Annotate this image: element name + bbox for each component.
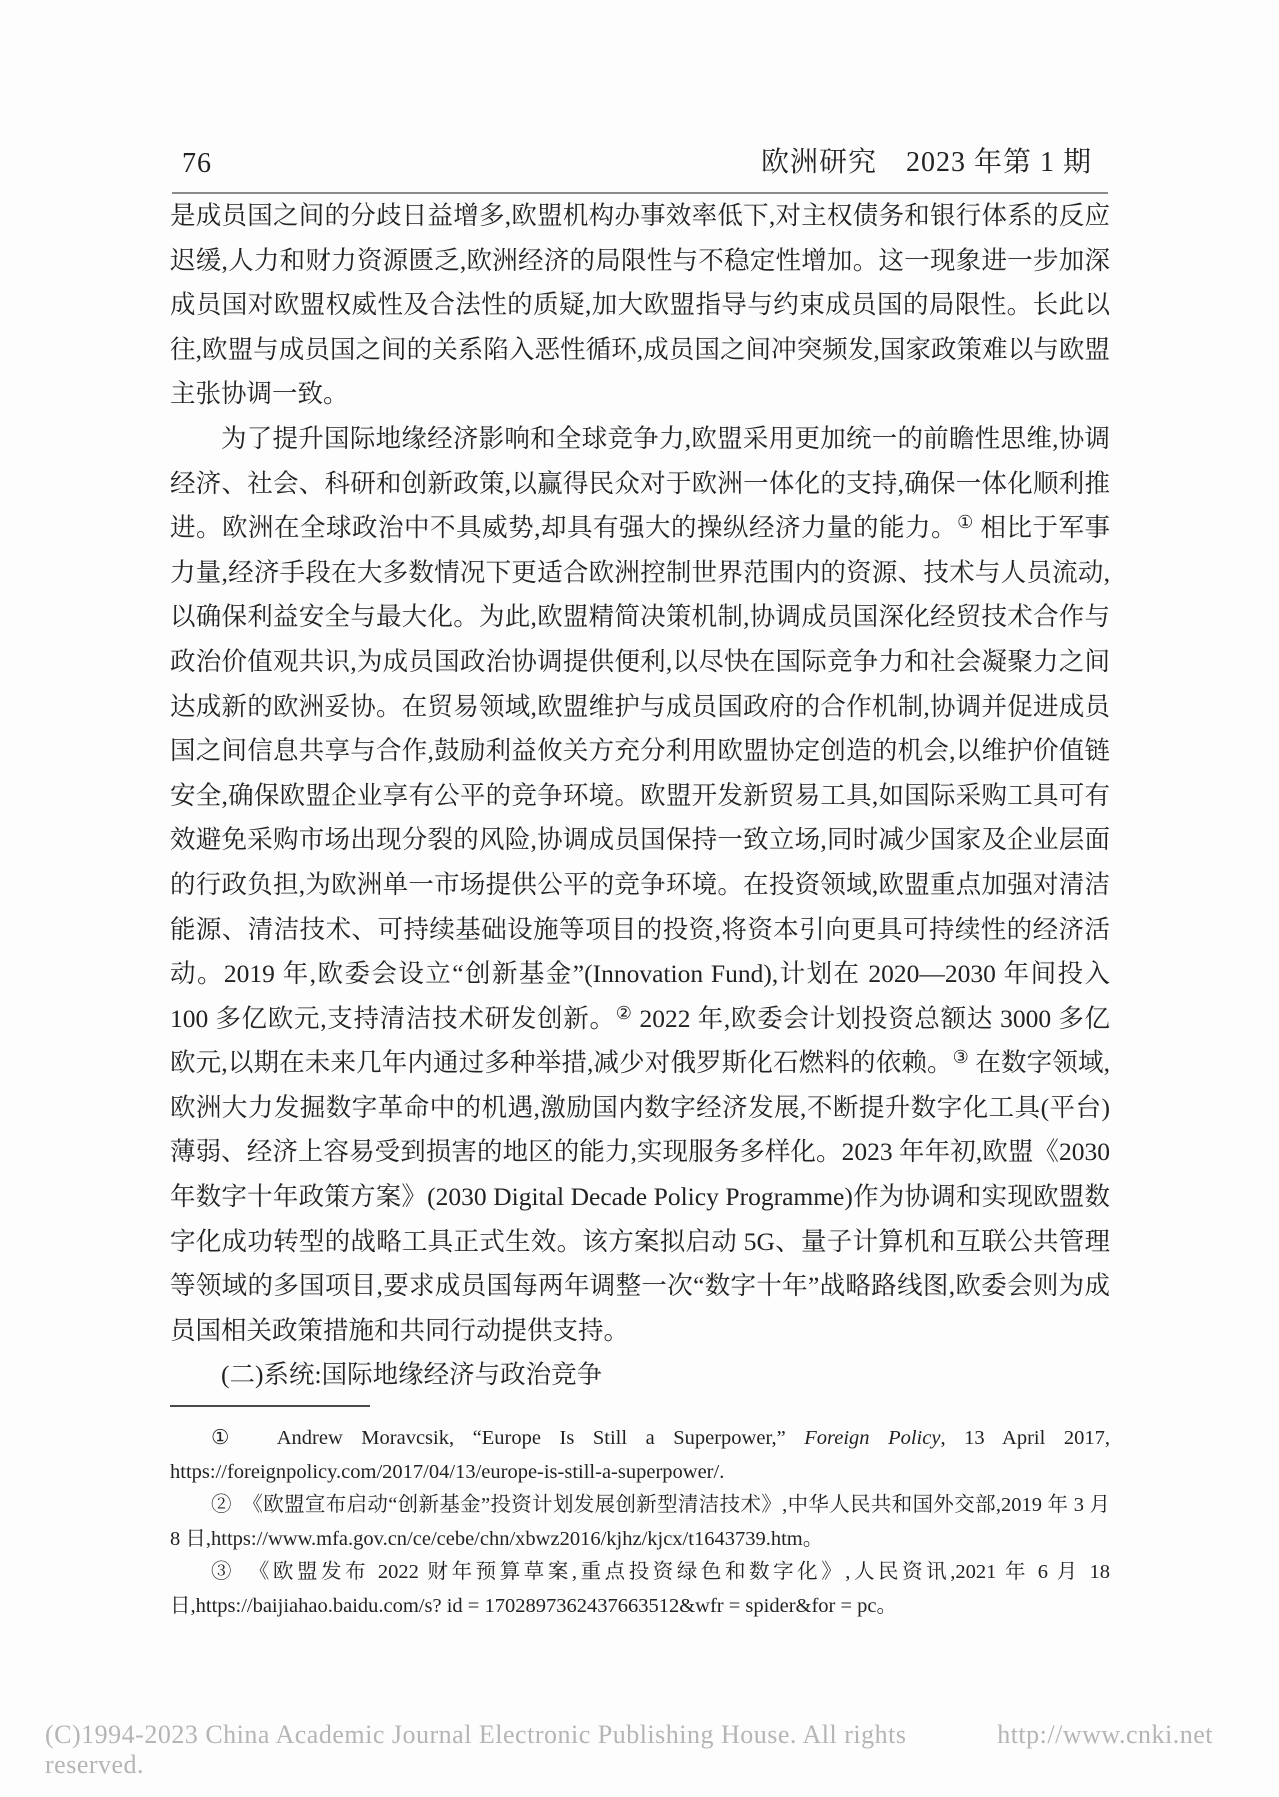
body-text: 相比于军事力量,经济手段在大多数情况下更适合欧洲控制世界范围内的资源、技术与人员流动,以确保利益安全与最大化。为此,欧盟精简决策机制,协调成员国深化经贸技术合作与政治价值观共识,为成员国政治协调提供便利,以尽快在国际竞争力和社会凝聚力之间达成新的欧洲妥协。在贸易领域,欧盟维护与成员国政府的合作机制,协调并促进成员国之间信息共享与合作,鼓励利益攸关方充分利用欧盟协定创造的机会,以维护价值链安全,确保欧盟企业享有公平的竞争环境。欧盟开发新贸易工具,如国际采购工具可有效避免采购市场出现分裂的风险,协调成员国保持一致立场,同时减少国家及企业层面的行政负担,为欧洲单一市场提供公平的竞争环境。在投资领域,欧盟重点加强对清洁能源、清洁技术、可持续基础设施等项目的投资,将资本引向更具可持续性的经济活动。2019 年,欧委会设立“创新基金”(Innovation Fund),计划在 2020—2030 年间投入 100 多亿欧元,支持清洁技术研发创新。 bbox=[170, 513, 1110, 1033]
footnotes-block bbox=[170, 1422, 1110, 1624]
footnote-text: ③ 《欧盟发布 2022 财年预算草案,重点投资绿色和数字化》,人民资讯,2021 年 6 月 18 日,https://baijiahao.baidu.com/s? id = 1702897362437663512&wfr = spider&for = pc。 bbox=[170, 1561, 1110, 1617]
body-text: 在数字领域,欧洲大力发掘数字革命中的机遇,激励国内数字经济发展,不断提升数字化工具(平台)薄弱、经济上容易受到损害的地区的能力,实现服务多样化。2023 年年初,欧盟《2030 年数字十年政策方案》(2030 Digital Decade Policy Programme)作为协调和实现欧盟数字化成功转型的战略工具正式生效。该方案拟启动 5G、量子计算机和互联公共管理等领域的多国项目,要求成员国每两年调整一次“数字十年”战略路线图,欧委会则为成员国相关政策措施和共同行动提供支持。 bbox=[170, 1048, 1110, 1345]
footnote-text: ① Andrew Moravcsik, “Europe Is Still a Superpower,” bbox=[211, 1427, 805, 1449]
body-text: 为了提升国际地缘经济影响和全球竞争力,欧盟采用更加统一的前瞻性思维,协调经济、社会、科研和创新政策,以赢得民众对于欧洲一体化的支持,确保一体化顺利推进。欧洲在全球政治中不具威势,却具有强大的操纵经济力量的能力。 bbox=[170, 423, 1110, 543]
section-heading: (二)系统:国际地缘经济与政治竞争 bbox=[221, 1360, 603, 1390]
page-header bbox=[172, 118, 1108, 194]
footnote bbox=[170, 1422, 1110, 1489]
page-number: 76 bbox=[182, 148, 212, 179]
paragraph-continuation: 是成员国之间的分歧日益增多,欧盟机构办事效率低下,对主权债务和银行体系的反应迟缓,人力和财力资源匮乏,欧洲经济的局限性与不稳定性增加。这一现象进一步加深成员国对欧盟权威性及合法性的质疑,加大欧盟指导与约束成员国的局限性。长此以往,欧盟与成员国之间的关系陷入恶性循环,成员国之间冲突频发,国家政策难以与欧盟主张协调一致。 bbox=[170, 201, 1110, 409]
cnki-url: http://www.cnki.net bbox=[997, 1720, 1213, 1749]
footnote-marker: ② bbox=[615, 1002, 633, 1023]
footnote-text: , 13 April 2017, https://foreignpolicy.com/2017/04/13/europe-is-still-a-superpower/. bbox=[170, 1427, 1110, 1483]
body-text: 2022 年,欧委会计划投资总额达 3000 多亿欧元,以期在未来几年内通过多种举措,减少对俄罗斯化石燃料的依赖。 bbox=[170, 1003, 1110, 1078]
paragraph-geoeconomic-strategy bbox=[170, 417, 1110, 1353]
footnote-marker: ③ bbox=[952, 1047, 969, 1068]
article-body bbox=[170, 194, 1110, 1398]
footnote-text: ② 《欧盟宣布启动“创新基金”投资计划发展创新型清洁技术》,中华人民共和国外交部,2019 年 3 月 8 日,https://www.mfa.gov.cn/ce/cebe/chn/xbwz2016/kjhz/kjcx/t1643739.htm。 bbox=[170, 1494, 1110, 1550]
footnote-separator bbox=[170, 1405, 370, 1407]
copyright-text: (C)1994-2023 China Academic Journal Electronic Publishing House. All rights reserved. bbox=[45, 1720, 907, 1779]
footnote bbox=[170, 1489, 1110, 1556]
copyright-footer bbox=[45, 1720, 1213, 1780]
footnote-marker: ① bbox=[957, 512, 974, 533]
italic-journal-title: Foreign Policy bbox=[804, 1427, 941, 1449]
journal-issue-info: 欧洲研究 2023 年第 1 期 bbox=[760, 147, 1092, 178]
footnote bbox=[170, 1556, 1110, 1623]
